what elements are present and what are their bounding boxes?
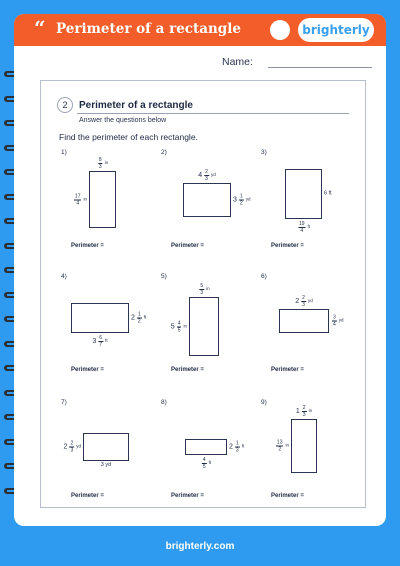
fraction — [332, 315, 337, 328]
denominator: 2 — [278, 446, 282, 453]
brand-logo: brighterly — [298, 18, 374, 42]
denominator: 3 — [70, 447, 74, 454]
unit-label: yd — [76, 443, 81, 449]
fraction — [98, 335, 103, 348]
fraction — [177, 320, 182, 333]
top-dimension — [295, 295, 312, 308]
section-divider — [77, 113, 349, 114]
title-banner — [14, 14, 386, 46]
problem-7 — [61, 399, 161, 523]
section-number-badge: 2 — [57, 97, 73, 113]
denominator: 4 — [76, 200, 80, 206]
problem-9 — [261, 399, 361, 523]
unit-label: yd — [338, 317, 344, 323]
fraction — [302, 405, 307, 418]
top-dimension — [296, 405, 312, 418]
right-dimension — [229, 441, 244, 454]
denominator: 3 — [235, 447, 239, 454]
unit-label: in — [183, 323, 187, 329]
problem-5 — [161, 273, 261, 397]
left-dimension — [275, 440, 289, 453]
whole-number: 3 — [233, 196, 237, 204]
decorative-circle-icon — [270, 20, 290, 40]
worksheet-page — [14, 14, 386, 526]
top-dimension — [97, 157, 108, 170]
rectangle-shape — [279, 309, 329, 333]
problem-number: 2) — [161, 149, 167, 156]
worksheet-title: Perimeter of a rectangle — [56, 21, 241, 37]
numerator: 2 — [302, 295, 305, 301]
bottom-dimension — [201, 457, 211, 470]
numerator: 2 — [205, 169, 208, 175]
denominator: 3 — [200, 290, 204, 296]
rectangle-shape — [71, 303, 129, 333]
denominator: 2 — [239, 200, 243, 207]
unit-label: ft — [241, 443, 245, 449]
numerator: 4 — [177, 320, 181, 326]
fraction — [98, 157, 103, 170]
unit-label: yd — [210, 172, 216, 178]
name-label: Name: — [222, 56, 253, 68]
numerator: 5 — [200, 283, 204, 289]
dimension-text: 6 ft — [324, 190, 332, 197]
numerator: 2 — [302, 405, 306, 411]
exercise-box — [40, 80, 366, 508]
rectangle-shape — [291, 419, 317, 473]
left-dimension — [73, 193, 87, 206]
whole-number: 4 — [198, 172, 203, 179]
fraction — [137, 312, 142, 325]
fraction — [69, 441, 74, 454]
perimeter-answer-label[interactable]: Perimeter = — [171, 367, 204, 373]
rectangle-shape — [285, 169, 322, 219]
perimeter-answer-label[interactable]: Perimeter = — [71, 243, 104, 249]
fraction — [276, 440, 284, 453]
bottom-dimension — [297, 221, 310, 234]
quote-icon: “ — [34, 16, 46, 40]
denominator: 3 — [98, 164, 102, 170]
name-line — [268, 67, 372, 68]
perimeter-answer-label[interactable]: Perimeter = — [271, 493, 304, 499]
perimeter-answer-label[interactable]: Perimeter = — [71, 367, 104, 373]
problem-number: 8) — [161, 399, 167, 406]
whole-number: 2 — [229, 443, 233, 451]
section-subtitle: Answer the questions below — [79, 117, 167, 124]
problem-number: 9) — [261, 399, 267, 406]
problem-4 — [61, 273, 161, 397]
footer-url: brighterly.com — [165, 541, 235, 552]
whole-number: 1 — [295, 408, 300, 415]
perimeter-answer-label[interactable]: Perimeter = — [271, 367, 304, 373]
numerator: 1 — [235, 440, 239, 447]
name-field[interactable] — [222, 56, 372, 72]
dimension-text: 3 yd — [100, 462, 112, 468]
unit-label: in — [285, 442, 289, 448]
numerator: 17 — [74, 193, 81, 199]
fraction — [235, 441, 240, 454]
unit-label: yd — [307, 298, 313, 304]
unit-label: ft — [208, 460, 212, 466]
denominator: 3 — [302, 302, 305, 308]
problem-3 — [261, 149, 361, 273]
unit-label: in — [308, 408, 313, 414]
bottom-dimension — [92, 335, 107, 348]
denominator: 2 — [137, 318, 141, 325]
rectangle-shape — [183, 183, 231, 217]
numerator: 2 — [70, 440, 74, 447]
numerator: 1 — [137, 311, 141, 318]
denominator: 5 — [202, 464, 206, 470]
right-dimension — [233, 194, 250, 207]
unit-label: in — [83, 196, 87, 202]
fraction — [199, 283, 204, 296]
rectangle-shape — [189, 297, 219, 356]
whole-number: 3 — [92, 338, 97, 345]
denominator: 5 — [177, 327, 181, 333]
perimeter-answer-label[interactable]: Perimeter = — [271, 243, 304, 249]
right-dimension — [324, 191, 332, 197]
numerator: 19 — [298, 221, 305, 227]
problem-number: 4) — [61, 273, 67, 280]
denominator: 4 — [300, 228, 304, 234]
problem-2 — [161, 149, 261, 273]
problem-number: 5) — [161, 273, 167, 280]
unit-label: ft — [105, 338, 108, 344]
perimeter-answer-label[interactable]: Perimeter = — [71, 493, 104, 499]
unit-label: ft — [307, 224, 311, 230]
denominator: 3 — [302, 412, 306, 418]
numerator: 13 — [276, 439, 283, 446]
left-dimension — [171, 320, 187, 333]
problem-number: 3) — [261, 149, 267, 156]
unit-label: in — [104, 160, 109, 166]
section-title: Perimeter of a rectangle — [79, 100, 193, 111]
rectangle-shape — [185, 439, 227, 455]
perimeter-answer-label[interactable]: Perimeter = — [171, 493, 204, 499]
right-dimension — [131, 312, 146, 325]
whole-number: 5 — [170, 323, 175, 330]
unit-label: yd — [245, 196, 251, 202]
left-dimension — [64, 441, 81, 454]
right-dimension — [331, 315, 344, 328]
whole-number: 2 — [131, 314, 135, 322]
unit-label: in — [206, 286, 210, 292]
rectangle-shape — [89, 171, 116, 228]
problem-1 — [61, 149, 161, 273]
fraction — [239, 194, 244, 207]
numerator: 1 — [239, 193, 243, 200]
denominator: 4 — [333, 321, 336, 328]
numerator: 6 — [99, 335, 103, 341]
bottom-dimension — [101, 463, 111, 469]
problem-number: 6) — [261, 273, 267, 280]
denominator: 7 — [99, 342, 103, 348]
rectangle-shape — [83, 433, 129, 461]
problem-6 — [261, 273, 361, 397]
whole-number: 2 — [63, 443, 68, 451]
numerator: 4 — [202, 457, 206, 463]
problem-number: 1) — [61, 149, 67, 156]
fraction — [298, 221, 306, 234]
unit-label: ft — [143, 314, 147, 320]
fraction — [301, 295, 306, 308]
numerator: 3 — [333, 314, 336, 321]
top-dimension — [198, 283, 209, 296]
denominator: 3 — [205, 176, 208, 182]
fraction — [74, 193, 82, 206]
numerator: 8 — [98, 157, 102, 163]
fraction — [202, 457, 207, 470]
top-dimension — [198, 169, 215, 182]
perimeter-answer-label[interactable]: Perimeter = — [171, 243, 204, 249]
whole-number: 2 — [295, 298, 300, 305]
problem-number: 7) — [61, 399, 67, 406]
problem-8 — [161, 399, 261, 523]
fraction — [204, 169, 209, 182]
instruction-text: Find the perimeter of each rectangle. — [59, 132, 198, 142]
